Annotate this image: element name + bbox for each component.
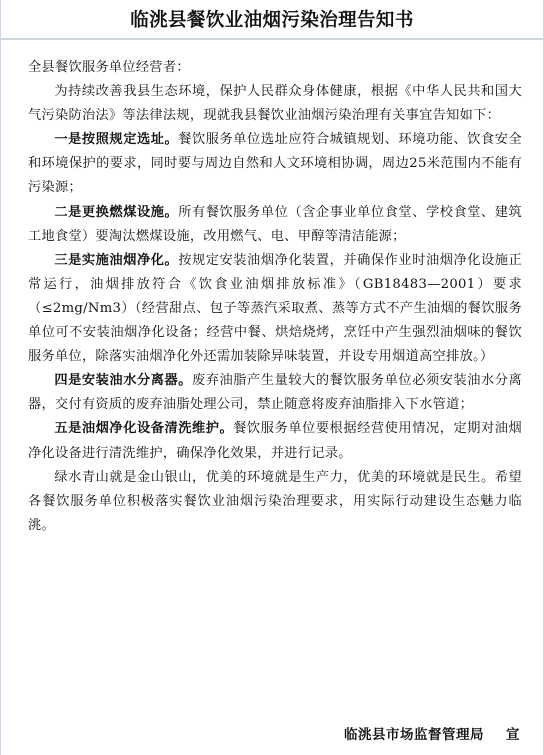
item-lead: 一是按照规定选址。 xyxy=(54,132,179,148)
signature xyxy=(344,723,520,743)
issuer-name: 临洮县市场监督管理局 xyxy=(344,727,484,743)
item-lead: 五是油烟净化设备清洗维护。 xyxy=(54,421,234,437)
left-border xyxy=(0,0,1,755)
title-bar xyxy=(0,0,544,40)
document-body xyxy=(28,56,522,538)
item-text: 所有餐饮服务单位（含企事业单位食堂、学校食堂、建筑工地食堂）要淘汰燃煤设施，改用燃气、电、甲醇等清洁能源； xyxy=(28,204,523,244)
intro-paragraph: 为持续改善我县生态环境，保护人民群众身体健康，根据《中华人民共和国大气污染防治法》等法律法规，现就我县餐饮业油烟污染治理有关事宜告知如下： xyxy=(28,84,522,124)
document-title: 临洮县餐饮业油烟污染治理告知书 xyxy=(130,10,414,31)
item-lead: 三是实施油烟净化。 xyxy=(54,252,179,268)
salutation: 全县餐饮服务单位经营者： xyxy=(28,60,190,75)
notice-item xyxy=(28,201,522,249)
notice-item xyxy=(28,249,522,369)
notice-item xyxy=(28,417,522,465)
item-text: 废弃油脂产生量较大的餐饮服务单位必须安装油水分离器，交付有资质的废弃油脂处理公司，禁止随意将废弃油脂排入下水管道； xyxy=(28,373,523,413)
item-text: 餐饮服务单位选址应符合城镇规划、环境功能、饮食安全和环境保护的要求，同时要与周边自然和人文环境相协调，周边25米范围内不能有污染源； xyxy=(28,132,523,196)
signature-suffix: 宣 xyxy=(506,727,520,743)
item-lead: 四是安装油水分离器。 xyxy=(54,373,193,389)
notice-item xyxy=(28,128,522,200)
notice-item xyxy=(28,369,522,417)
closing-paragraph: 绿水青山就是金山银山，优美的环境就是生产力，优美的环境就是民生。希望各餐饮服务单位积极落实餐饮业油烟污染治理要求，用实际行动建设生态魅力临洮。 xyxy=(28,469,522,533)
item-text: 餐饮服务单位要根据经营使用情况，定期对油烟净化设备进行清洗维护，确保净化效果，并进行记录。 xyxy=(28,421,522,461)
item-text: 按规定安装油烟净化装置，并确保作业时油烟净化设施正常运行，油烟排放符合《饮食业油烟排放标准》（GB18483—2001）要求（≤2mg/Nm3）（经营甜点、包子等蒸汽采取煮、蒸等方式不产生油烟的餐饮服务单位可不安装油烟净化设备；经营中餐、烘焙烧烤，烹饪中产生强烈油烟味的餐饮服务单位，除落实油烟净化外还需加装除异味装置，并设专用烟道高空排放。） xyxy=(28,252,523,365)
item-lead: 二是更换燃煤设施。 xyxy=(54,204,179,220)
